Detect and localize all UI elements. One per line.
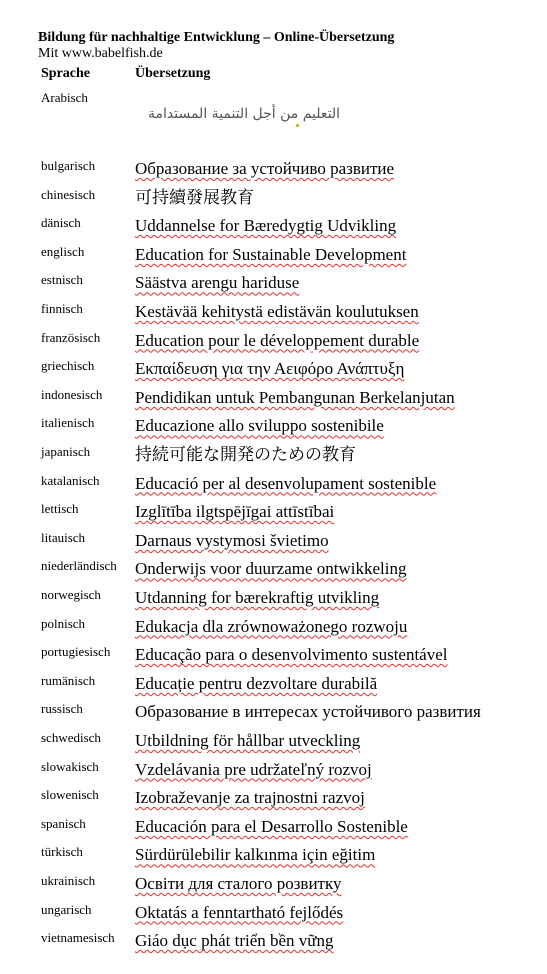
language-name: französisch — [41, 329, 101, 345]
language-name: katalanisch — [41, 472, 100, 488]
translation-text: Education pour le développement durable — [135, 330, 420, 350]
table-row — [41, 215, 541, 243]
table-row — [41, 930, 541, 958]
table-row — [41, 902, 541, 930]
table-row — [41, 330, 541, 358]
header-language: Sprache — [41, 66, 90, 81]
translation-text: Εκπαίδευση για την Αειφόρο Ανάπτυξη — [135, 359, 405, 379]
table-row — [41, 415, 541, 443]
translation-text: Onderwijs voor duurzame ontwikkeling — [135, 559, 407, 579]
translation-text: Utbildning för hållbar utveckling — [135, 731, 361, 750]
arabic-text-image: التعليم من أجل التنمية المستدامة — [148, 106, 341, 122]
language-name: dänisch — [41, 215, 81, 231]
table-row — [41, 616, 541, 644]
language-name: slowenisch — [41, 787, 99, 803]
table-row — [41, 444, 541, 472]
table-row — [41, 730, 541, 758]
table-row — [41, 301, 541, 329]
translation-text: Education for Sustainable Development — [135, 244, 407, 264]
translation-text: Освіти для сталого розвитку — [135, 874, 342, 893]
language-name: slowakisch — [41, 758, 99, 774]
table-row — [41, 644, 541, 672]
translation-text: Educação para o desenvolvimento sustentável — [135, 645, 448, 665]
stray-mark — [296, 124, 299, 127]
table-row — [41, 244, 541, 272]
translation-text: Uddannelse for Bæredygtig Udvikling — [135, 216, 397, 236]
document-subtitle: Mit www.babelfish.de — [38, 46, 163, 61]
translation-text: Pendidikan untuk Pembangunan Berkelanjutan — [135, 387, 455, 407]
table-row — [41, 587, 541, 615]
translation-text: 可持續發展教育 — [135, 187, 254, 207]
language-name: niederländisch — [41, 558, 117, 574]
arabic-label: Arabisch — [41, 90, 88, 105]
table-row — [41, 759, 541, 787]
table-row — [41, 701, 541, 729]
language-name: litauisch — [41, 529, 86, 545]
table-row — [41, 272, 541, 300]
table-row — [41, 873, 541, 901]
table-row — [41, 358, 541, 386]
language-name: rumänisch — [41, 672, 96, 688]
translation-text: Säästva arengu hariduse — [135, 273, 300, 293]
translation-text: Educazione allo sviluppo sostenibile — [135, 416, 384, 436]
language-name: japanisch — [41, 444, 91, 459]
language-name: italienisch — [41, 415, 95, 431]
language-name: schwedisch — [41, 730, 101, 745]
table-row — [41, 530, 541, 558]
language-name: englisch — [41, 243, 85, 259]
header-translation: Übersetzung — [135, 66, 211, 81]
translation-text: Vzdelávania pre udržateľný rozvoj — [135, 759, 372, 779]
translation-text: Образование в интересах устойчивого развития — [135, 702, 481, 722]
translation-text: 持続可能な開発のための教育 — [135, 445, 356, 464]
table-row — [41, 187, 541, 215]
translation-text: Educație pentru dezvoltare durabilă — [135, 673, 378, 693]
language-name: indonesisch — [41, 386, 103, 402]
language-name: finnisch — [41, 301, 83, 316]
language-name: russisch — [41, 701, 83, 717]
table-row — [41, 673, 541, 701]
language-name: türkisch — [41, 844, 83, 860]
translation-text: Образование за устойчиво развитие — [135, 159, 395, 178]
table-row — [41, 158, 541, 186]
table-row — [41, 787, 541, 815]
translation-text: Educación para el Desarrollo Sostenible — [135, 816, 408, 836]
language-name: vietnamesisch — [41, 930, 115, 946]
language-name: chinesisch — [41, 186, 96, 202]
translation-text: Darnaus vystymosi švietimo — [135, 530, 329, 550]
language-name: polnisch — [41, 615, 86, 631]
translation-text: Kestävää kehitystä edistävän koulutuksen — [135, 302, 419, 321]
translation-text: Giáo dục phát triển bền vững — [135, 931, 334, 951]
language-name: portugiesisch — [41, 644, 111, 660]
language-name: ungarisch — [41, 901, 92, 917]
translation-text: Oktatás a fenntartható fejlődés — [135, 902, 344, 922]
document-title: Bildung für nachhaltige Entwicklung – Online-Übersetzung — [38, 30, 395, 45]
table-row — [41, 473, 541, 501]
translation-text: Utdanning for bærekraftig utvikling — [135, 588, 380, 607]
language-name: lettisch — [41, 501, 79, 517]
table-row — [41, 844, 541, 872]
language-name: norwegisch — [41, 587, 101, 602]
table-row — [41, 816, 541, 844]
language-name: bulgarisch — [41, 158, 96, 173]
document-page — [38, 30, 538, 951]
translation-text: Edukacja dla zrównoważonego rozwoju — [135, 616, 408, 636]
language-name: ukrainisch — [41, 873, 96, 888]
language-name: griechisch — [41, 358, 95, 374]
translation-text: Educació per al desenvolupament sostenible — [135, 473, 437, 493]
translation-text: Izobraževanje za trajnostni razvoj — [135, 788, 365, 808]
language-name: estnisch — [41, 272, 83, 288]
table-row — [41, 558, 541, 586]
translation-text: Sürdürülebilir kalkınma için eğitim — [135, 845, 376, 865]
table-row — [41, 501, 541, 529]
translation-text: Izglītība ilgtspējīgai attīstībai — [135, 502, 335, 522]
language-name: spanisch — [41, 815, 86, 831]
table-row — [41, 387, 541, 415]
